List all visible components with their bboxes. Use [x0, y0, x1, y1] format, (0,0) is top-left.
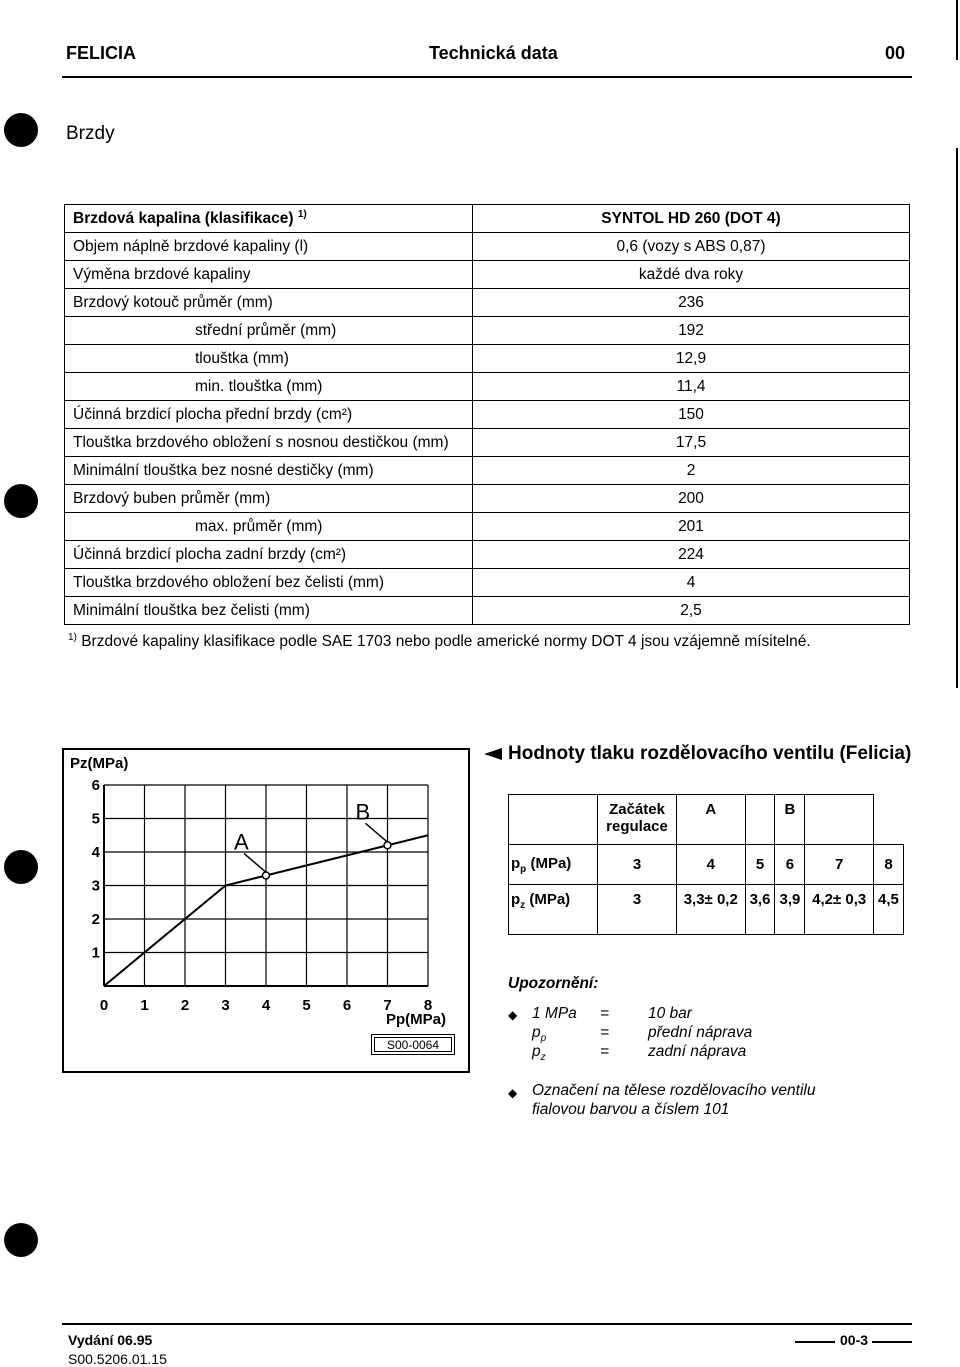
spec-label: Minimální tlouštka bez čelisti (mm): [65, 597, 473, 625]
y-tick-label: 3: [91, 877, 100, 895]
spec-label: střední průměr (mm): [65, 317, 473, 345]
punch-hole-4: [4, 1223, 38, 1257]
spec-label: tlouštka (mm): [65, 345, 473, 373]
table-row: [65, 513, 910, 541]
valve-head-gap2: [805, 795, 874, 845]
table-row: [65, 261, 910, 289]
note-eq-2: =: [600, 1024, 610, 1041]
pp-row: [509, 845, 904, 885]
table-header-row: [65, 205, 910, 233]
x-tick-label: 3: [221, 997, 230, 1014]
annotation-label: A: [234, 829, 249, 855]
spec-label: Brzdový buben průměr (mm): [65, 485, 473, 513]
edge-mark-top: [956, 0, 958, 60]
y-axis-label: Pz(MPa): [70, 755, 129, 772]
spec-label: max. průměr (mm): [65, 513, 473, 541]
spec-value: 150: [473, 401, 910, 429]
pp-value: 6: [775, 845, 805, 885]
footnote-text: Brzdové kapaliny klasifikace podle SAE 1703 nebo podle americké normy DOT 4 jsou vzájemně mísitelné.: [81, 633, 811, 651]
brake-spec-table: [64, 204, 910, 625]
pp-value: 3: [598, 845, 677, 885]
header-value: SYNTOL HD 260 (DOT 4): [473, 205, 910, 233]
note-mpa-value: 10 bar: [648, 1005, 692, 1022]
note-eq-3: =: [600, 1043, 610, 1060]
footnote: [68, 632, 811, 651]
spec-label: Účinná brzdicí plocha zadní brzdy (cm²): [65, 541, 473, 569]
spec-label: Objem náplně brzdové kapaliny (l): [65, 233, 473, 261]
spec-value: 224: [473, 541, 910, 569]
table-row: [65, 429, 910, 457]
pz-label: p: [511, 891, 521, 908]
x-tick-label: 1: [140, 997, 149, 1014]
punch-hole-3: [4, 850, 38, 884]
header-sup: 1): [297, 208, 307, 220]
spec-label: Tlouštka brzdového obložení bez čelisti (mm): [65, 569, 473, 597]
table-row: [65, 233, 910, 261]
spec-value: 192: [473, 317, 910, 345]
arrow-left-icon: [484, 748, 502, 760]
footnote-marker: 1): [68, 632, 77, 643]
valve-head-b: B: [775, 795, 805, 845]
valve-title: [484, 743, 911, 765]
pz-row: [509, 885, 904, 935]
note-pz-value: zadní náprava: [648, 1043, 747, 1060]
spec-label: min. tlouštka (mm): [65, 373, 473, 401]
pz-value: 3,3± 0,2: [677, 885, 746, 935]
table-row: [65, 457, 910, 485]
pz-value: 4,5: [873, 885, 903, 935]
diamond-bullet-icon: ◆: [508, 1086, 518, 1100]
header-chapter: 00: [885, 43, 906, 63]
valve-head-a: A: [677, 795, 746, 845]
spec-value: 200: [473, 485, 910, 513]
header-brand: FELICIA: [66, 43, 136, 63]
table-row: [65, 401, 910, 429]
pz-label-cell: [509, 885, 598, 935]
spec-label: Účinná brzdicí plocha přední brzdy (cm²): [65, 401, 473, 429]
figure-code: S00-0064: [371, 1034, 455, 1055]
table-row: [65, 317, 910, 345]
header-section: Technická data: [429, 43, 558, 63]
table-row: [65, 485, 910, 513]
x-tick-label: 5: [302, 997, 311, 1014]
pp-value: 7: [805, 845, 874, 885]
pz-value: 3,9: [775, 885, 805, 935]
pp-value: 8: [873, 845, 903, 885]
punch-hole-2: [4, 484, 38, 518]
spec-label: Brzdový kotouč průměr (mm): [65, 289, 473, 317]
note-pz-sub: z: [540, 1052, 546, 1064]
spec-value: každé dva roky: [473, 261, 910, 289]
footer-page: 00-3: [840, 1332, 869, 1348]
pz-value: 4,2± 0,3: [805, 885, 874, 935]
spec-label: Výměna brzdové kapaliny: [65, 261, 473, 289]
spec-value: 0,6 (vozy s ABS 0,87): [473, 233, 910, 261]
note-pp-letter: p: [532, 1024, 541, 1041]
pp-value: 5: [745, 845, 775, 885]
valve-head-start: Začátek regulace: [598, 795, 677, 845]
pressure-chart: [62, 748, 470, 1073]
pp-sub: p: [520, 863, 527, 875]
table-row: [65, 597, 910, 625]
y-tick-label: 2: [91, 911, 100, 928]
diamond-bullet-icon: ◆: [508, 1008, 518, 1022]
annotation-label: B: [355, 799, 371, 825]
note-mpa-label: 1 MPa: [532, 1005, 577, 1022]
spec-value: 11,4: [473, 373, 910, 401]
spec-value: 4: [473, 569, 910, 597]
note-eq-1: =: [600, 1005, 610, 1022]
valve-head-empty: [509, 795, 598, 845]
footer-page-dash-left: [795, 1341, 835, 1343]
spec-value: 2,5: [473, 597, 910, 625]
annotation-point: [263, 872, 270, 879]
annotation-leader: [366, 823, 387, 841]
pp-label-cell: [509, 845, 598, 885]
x-tick-label: 7: [383, 997, 392, 1014]
valve-table: [508, 794, 904, 935]
valve-head-row: [509, 795, 904, 845]
footer-edition: Vydání 06.95: [68, 1332, 153, 1348]
header-rule: [62, 76, 912, 78]
annotation-point: [384, 842, 391, 849]
pz-unit: (MPa): [529, 891, 571, 908]
x-tick-label: 4: [261, 997, 271, 1014]
pz-value: 3,6: [745, 885, 775, 935]
x-tick-label: 0: [99, 997, 109, 1014]
spec-value: 12,9: [473, 345, 910, 373]
y-tick-label: 1: [91, 944, 100, 962]
y-tick-label: 4: [91, 844, 100, 861]
punch-hole-1: [4, 113, 38, 147]
footer-code: S00.5206.01.15: [68, 1351, 167, 1367]
edge-mark-side: [956, 148, 958, 688]
x-tick-label: 6: [342, 997, 352, 1014]
spec-value: 236: [473, 289, 910, 317]
header-label: Brzdová kapalina (klasifikace): [73, 210, 294, 228]
x-tick-label: 2: [180, 997, 190, 1014]
table-row: [65, 373, 910, 401]
annotation-leader: [244, 853, 265, 871]
pp-value: 4: [677, 845, 746, 885]
note-marking-1: Označení na tělese rozdělovacího ventilu: [532, 1082, 816, 1099]
valve-title-text: Hodnoty tlaku rozdělovacího ventilu (Felicia): [508, 743, 912, 764]
header-label-cell: [65, 205, 473, 233]
spec-value: 201: [473, 513, 910, 541]
valve-head-gap1: [745, 795, 775, 845]
section-title: Brzdy: [66, 123, 115, 144]
note-pp-sub: p: [540, 1033, 547, 1045]
spec-label: Tlouštka brzdového obložení s nosnou destičkou (mm): [65, 429, 473, 457]
table-row: [65, 569, 910, 597]
y-tick-label: 6: [91, 777, 100, 794]
spec-label: Minimální tlouštka bez nosné destičky (mm): [65, 457, 473, 485]
note-pp-symbol: [532, 1024, 546, 1044]
pz-value: 3: [598, 885, 677, 935]
x-axis-label: Pp(MPa): [386, 1011, 446, 1028]
table-row: [65, 541, 910, 569]
pp-label: p: [511, 854, 521, 872]
pp-unit: (MPa): [530, 854, 572, 872]
x-tick-label: 8: [423, 997, 433, 1014]
y-tick-label: 5: [91, 810, 100, 828]
footer-rule: [62, 1323, 912, 1325]
spec-value: 2: [473, 457, 910, 485]
note-marking-2: fialovou barvou a číslem 101: [532, 1101, 730, 1118]
note-pp-value: přední náprava: [648, 1024, 753, 1041]
warning-title: Upozornění:: [508, 975, 599, 992]
table-row: [65, 289, 910, 317]
note-pz-letter: p: [532, 1043, 541, 1060]
note-pz-symbol: [532, 1043, 546, 1063]
pz-sub: z: [520, 900, 526, 911]
table-row: [65, 345, 910, 373]
spec-value: 17,5: [473, 429, 910, 457]
footer-page-dash-right: [872, 1341, 912, 1343]
